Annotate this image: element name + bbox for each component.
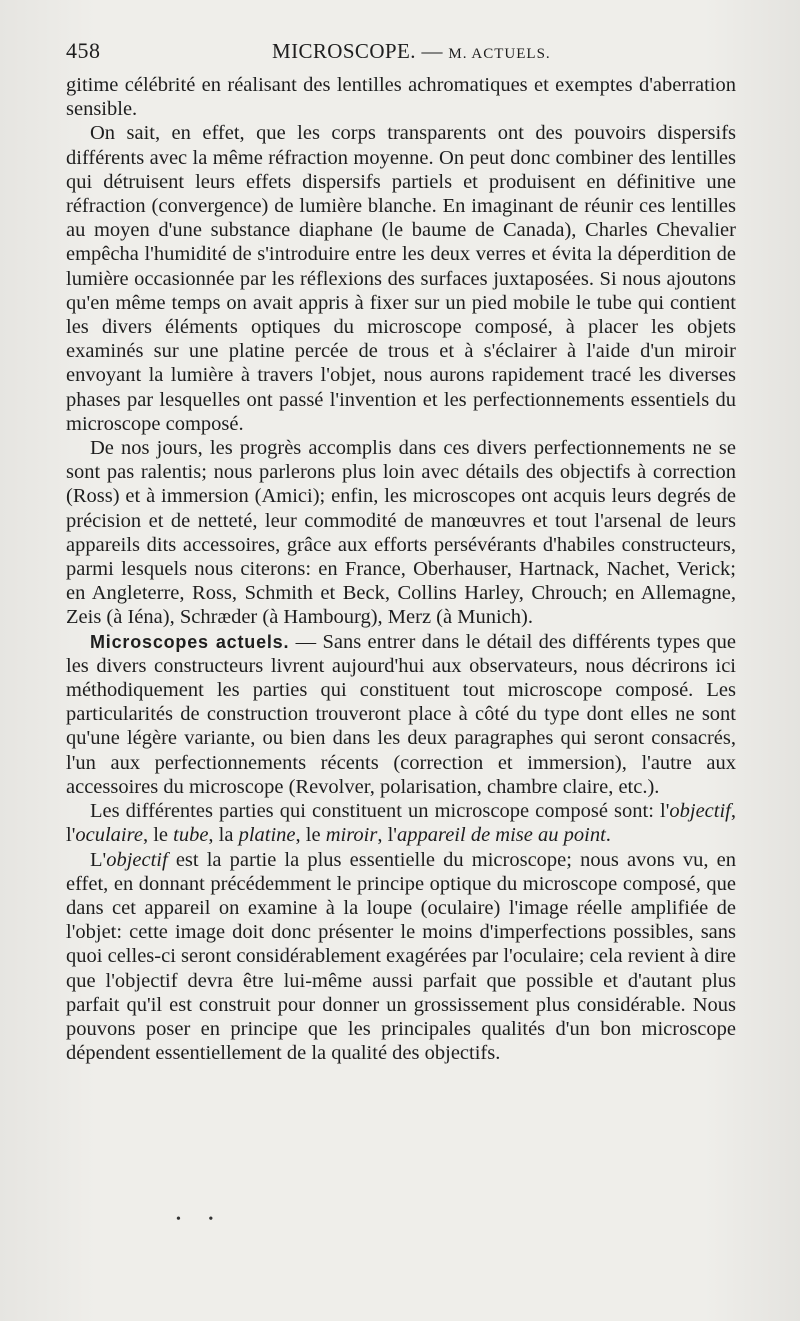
term-objectif-2: objectif [106, 848, 168, 871]
section-body: — Sans entrer dans le détail des différents types que les divers constructeurs livrent aujourd'hui aux observateurs, nous décrirons ici méthodiquement les parties qui constituent tout microscope composé. Les particularités de construction trouveront place à côté du type dont elles ne sont qu'une légère variante, ou bien dans les deux paragraphes qui seront consacrés, l'un aux perfectionnements récents (correction et immersion), l'autre aux accessoires du microscope (Revolver, polarisation, chambre claire, etc.). [66, 630, 736, 798]
text-run: Les différentes parties qui constituent un microscope composé sont: l' [90, 800, 670, 823]
text-run: est la partie la plus essentielle du microscope; nous avons vu, en effet, en donnant précédemment le principe optique du microscope composé, que dans cet appareil on examine à la loupe (oculaire) l'image réelle amplifiée de l'objet: cette image doit donc présenter le moins d'imperfections possibles, sans quoi celles-ci seront considérablement exagérées par l'oculaire; cela revient à dire que l'objectif devra être lui-même aussi parfait que possible et d'autant plus parfait qu'il est construit pour donner un grossissement plus considérable. Nous pouvons poser en principe que les principales qualités d'un bon microscope dépendent essentiellement de la qualité des objectifs. [66, 848, 736, 1065]
term-miroir: miroir [325, 824, 378, 847]
term-tube: tube [173, 824, 209, 847]
printer-mark: • • [176, 1212, 226, 1227]
text-run: L' [90, 848, 107, 871]
text-run: , la [208, 824, 239, 847]
section-heading: Microscopes actuels. [90, 631, 290, 652]
paragraph-progress: De nos jours, les progrès accomplis dans ces divers perfectionnements ne se sont pas ralentis; nous parlerons plus loin avec détails des objectifs à correction (Ross) et à immersion (Amici); enfin, les microscopes ont acquis leurs degrés de précision et de netteté, leur commodité de manœuvres et tout l'arsenal de leurs appareils dits accessoires, grâce aux efforts persévérants d'habiles constructeurs, parmi lesquels nous citerons: en France, Oberhauser, Hartnack, Nachet, Verick; en Angleterre, Ross, Schmith et Beck, Collins Harley, Chrouch; en Allemagne, Zeis (à Iéna), Schræder (à Hambourg), Merz (à Munich). [66, 437, 736, 629]
paragraph-microscopes-actuels [66, 630, 736, 799]
paragraph-continuation: gitime célébrité en réalisant des lentilles achromatiques et exemptes d'aberration sensible. [66, 74, 736, 121]
text-run: , l' [66, 800, 736, 847]
term-objectif: objectif [669, 800, 731, 823]
body-text [66, 73, 736, 1065]
text-run: , le [142, 824, 174, 847]
paragraph-objectif [66, 848, 736, 1066]
paragraph-dispersion: On sait, en effet, que les corps transparents ont des pouvoirs dispersifs différents avec la même réfraction moyenne. On peut donc combiner des lentilles qui détruisent leurs effets dispersifs partiels et produisent en définitive une réfraction (convergence) de lumière blanche. En imaginant de réunir ces lentilles au moyen d'une substance diaphane (le baume de Canada), Charles Chevalier empêcha l'humidité de s'introduire entre les deux verres et évita la déperdition de lumière occasionnée par les réflexions des surfaces juxtaposées. Si nous ajoutons qu'en même temps on avait appris à fixer sur un pied mobile le tube qui contient les divers éléments optiques du microscope composé, à placer les objets examinés sur une platine percée de trous et à s'éclairer à l'aide d'un miroir envoyant la lumière à travers l'objet, nous aurons rapidement tracé les diverses phases par lesquelles ont passé l'invention et les perfectionnements essentiels du microscope composé. [66, 122, 736, 435]
term-appareil: appareil de mise au point [396, 824, 606, 847]
page-number: 458 [66, 38, 101, 63]
page-header [66, 38, 736, 70]
text-run: , le [295, 824, 326, 847]
running-title-main: MICROSCOPE. — [272, 39, 443, 63]
paragraph-parts-list [66, 799, 736, 847]
running-title [272, 38, 551, 64]
text-run: . [605, 824, 611, 847]
term-platine: platine [238, 824, 296, 847]
running-title-sub: M. ACTUELS. [448, 46, 551, 62]
term-oculaire: oculaire [75, 824, 143, 847]
text-run: , l' [377, 824, 397, 847]
